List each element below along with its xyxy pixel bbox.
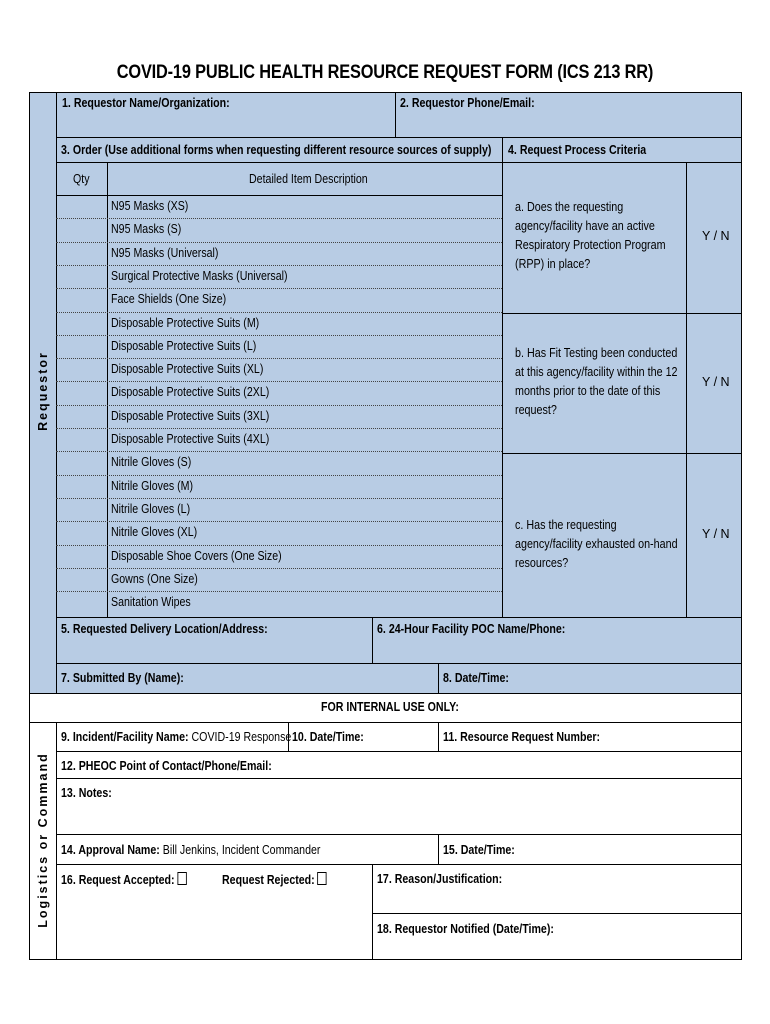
facility-poc-label: 6. 24-Hour Facility POC Name/Phone: (377, 622, 566, 636)
order-qty-cell[interactable] (57, 289, 107, 311)
criteria-c-answer[interactable]: Y / N (702, 527, 730, 541)
request-rejected (222, 872, 327, 887)
incident-facility-label: 9. Incident/Facility Name: (61, 730, 189, 744)
criteria-header: 4. Request Process Criteria (508, 143, 647, 157)
pheoc-contact-label: 12. PHEOC Point of Contact/Phone/Email: (61, 759, 272, 773)
criteria-a-marker: a. (515, 200, 524, 214)
order-item-description: Nitrile Gloves (XL) (111, 525, 198, 540)
request-rejected-label: Request Rejected: (222, 873, 315, 887)
request-rejected-checkbox[interactable] (317, 872, 326, 885)
order-item-description: Face Shields (One Size) (111, 292, 227, 307)
order-item-description: N95 Masks (Universal) (111, 245, 219, 260)
order-qty-cell[interactable] (57, 546, 107, 568)
description-column-header: Detailed Item Description (249, 172, 368, 186)
notes-field[interactable] (57, 800, 741, 833)
approval-date-label: 15. Date/Time: (443, 843, 515, 857)
order-item-description: Nitrile Gloves (S) (111, 455, 192, 470)
approval-name-label: 14. Approval Name: (61, 843, 160, 857)
order-item-description: Gowns (One Size) (111, 571, 198, 586)
order-row-divider (56, 498, 502, 499)
request-accepted-label: 16. Request Accepted: (61, 873, 175, 887)
criteria-a-text: Does the requesting agency/facility have an active Respiratory Protection Program (RPP) in place? (515, 200, 666, 271)
order-row-divider (56, 242, 502, 243)
order-item-description: N95 Masks (XS) (111, 199, 189, 213)
order-qty-cell[interactable] (57, 452, 107, 474)
order-header: 3. Order (Use additional forms when requesting different resource sources of supply) (61, 143, 492, 157)
submitted-date-label: 8. Date/Time: (443, 671, 509, 685)
approval-name-value: Bill Jenkins, Incident Commander (162, 843, 321, 857)
criteria-c-marker: c. (515, 518, 524, 532)
order-qty-cell[interactable] (57, 196, 107, 218)
requestor-name-label: 1. Requestor Name/Organization: (62, 96, 230, 110)
order-row-divider (56, 358, 502, 359)
order-item-description: Disposable Protective Suits (L) (111, 338, 257, 353)
logistics-section-label: Logistics or Command (36, 752, 50, 928)
order-item-description: Disposable Protective Suits (4XL) (111, 432, 270, 446)
order-row-divider (56, 405, 502, 406)
order-item-description: Surgical Protective Masks (Universal) (111, 268, 288, 283)
order-row-divider (56, 335, 502, 336)
order-item-description: Sanitation Wipes (111, 595, 191, 610)
order-qty-cell[interactable] (57, 219, 107, 241)
order-row-divider (56, 428, 502, 429)
order-qty-cell[interactable] (57, 382, 107, 404)
internal-date-label: 10. Date/Time: (292, 730, 364, 744)
order-item-description: Disposable Protective Suits (XL) (111, 362, 264, 377)
order-qty-cell[interactable] (57, 243, 107, 265)
order-row-divider (56, 288, 502, 289)
order-row-divider (56, 475, 502, 476)
order-qty-cell[interactable] (57, 499, 107, 521)
criteria-b-marker: b. (515, 346, 524, 360)
criteria-c (515, 516, 678, 573)
order-item-description: Nitrile Gloves (M) (111, 478, 194, 493)
delivery-location-label: 5. Requested Delivery Location/Address: (61, 622, 268, 636)
order-qty-cell[interactable] (57, 569, 107, 591)
incident-facility-name (61, 730, 291, 744)
order-row-divider (56, 265, 502, 266)
internal-use-label: FOR INTERNAL USE ONLY: (321, 700, 459, 714)
qty-column-header: Qty (73, 172, 90, 186)
order-item-description: Disposable Protective Suits (M) (111, 315, 260, 330)
order-row-divider (56, 312, 502, 313)
notes-label: 13. Notes: (61, 786, 112, 800)
request-accepted (61, 872, 186, 887)
approval-name (61, 843, 320, 857)
criteria-a-answer[interactable]: Y / N (702, 229, 730, 243)
order-row-divider (56, 451, 502, 452)
order-qty-cell[interactable] (57, 406, 107, 428)
order-qty-cell[interactable] (57, 592, 107, 614)
order-qty-cell[interactable] (57, 313, 107, 335)
order-row-divider (56, 381, 502, 382)
incident-facility-value: COVID-19 Response (191, 730, 292, 744)
order-qty-cell[interactable] (57, 522, 107, 544)
order-qty-cell[interactable] (57, 476, 107, 498)
order-item-description: Disposable Shoe Covers (One Size) (111, 548, 282, 563)
criteria-b-text: Has Fit Testing been conducted at this agency/facility within the 12 months prior to the date of this request? (515, 346, 678, 417)
submitted-by-label: 7. Submitted By (Name): (61, 671, 184, 685)
order-row-divider (56, 218, 502, 219)
order-item-description: Disposable Protective Suits (2XL) (111, 385, 270, 400)
order-row-divider (56, 545, 502, 546)
form-title: COVID-19 PUBLIC HEALTH RESOURCE REQUEST FORM (ICS 213 RR) (116, 62, 654, 83)
reason-justification-label: 17. Reason/Justification: (377, 872, 503, 886)
order-item-description: Disposable Protective Suits (3XL) (111, 408, 270, 423)
order-qty-cell[interactable] (57, 336, 107, 358)
requestor-notified-label: 18. Requestor Notified (Date/Time): (377, 922, 554, 936)
resource-request-number-label: 11. Resource Request Number: (443, 730, 601, 744)
order-row-divider (56, 568, 502, 569)
order-qty-cell[interactable] (57, 359, 107, 381)
order-item-description: N95 Masks (S) (111, 222, 182, 237)
order-row-divider (56, 521, 502, 522)
order-item-description: Nitrile Gloves (L) (111, 501, 191, 516)
order-qty-cell[interactable] (57, 429, 107, 451)
criteria-b-answer[interactable]: Y / N (702, 375, 730, 389)
criteria-c-text: Has the requesting agency/facility exhausted on-hand resources? (515, 518, 678, 570)
request-accepted-checkbox[interactable] (177, 872, 186, 885)
criteria-a (515, 198, 678, 274)
requestor-section-label: Requestor (36, 351, 50, 431)
order-qty-cell[interactable] (57, 266, 107, 288)
criteria-b (515, 344, 678, 420)
requestor-phone-label: 2. Requestor Phone/Email: (400, 96, 535, 110)
order-row-divider (56, 591, 502, 592)
